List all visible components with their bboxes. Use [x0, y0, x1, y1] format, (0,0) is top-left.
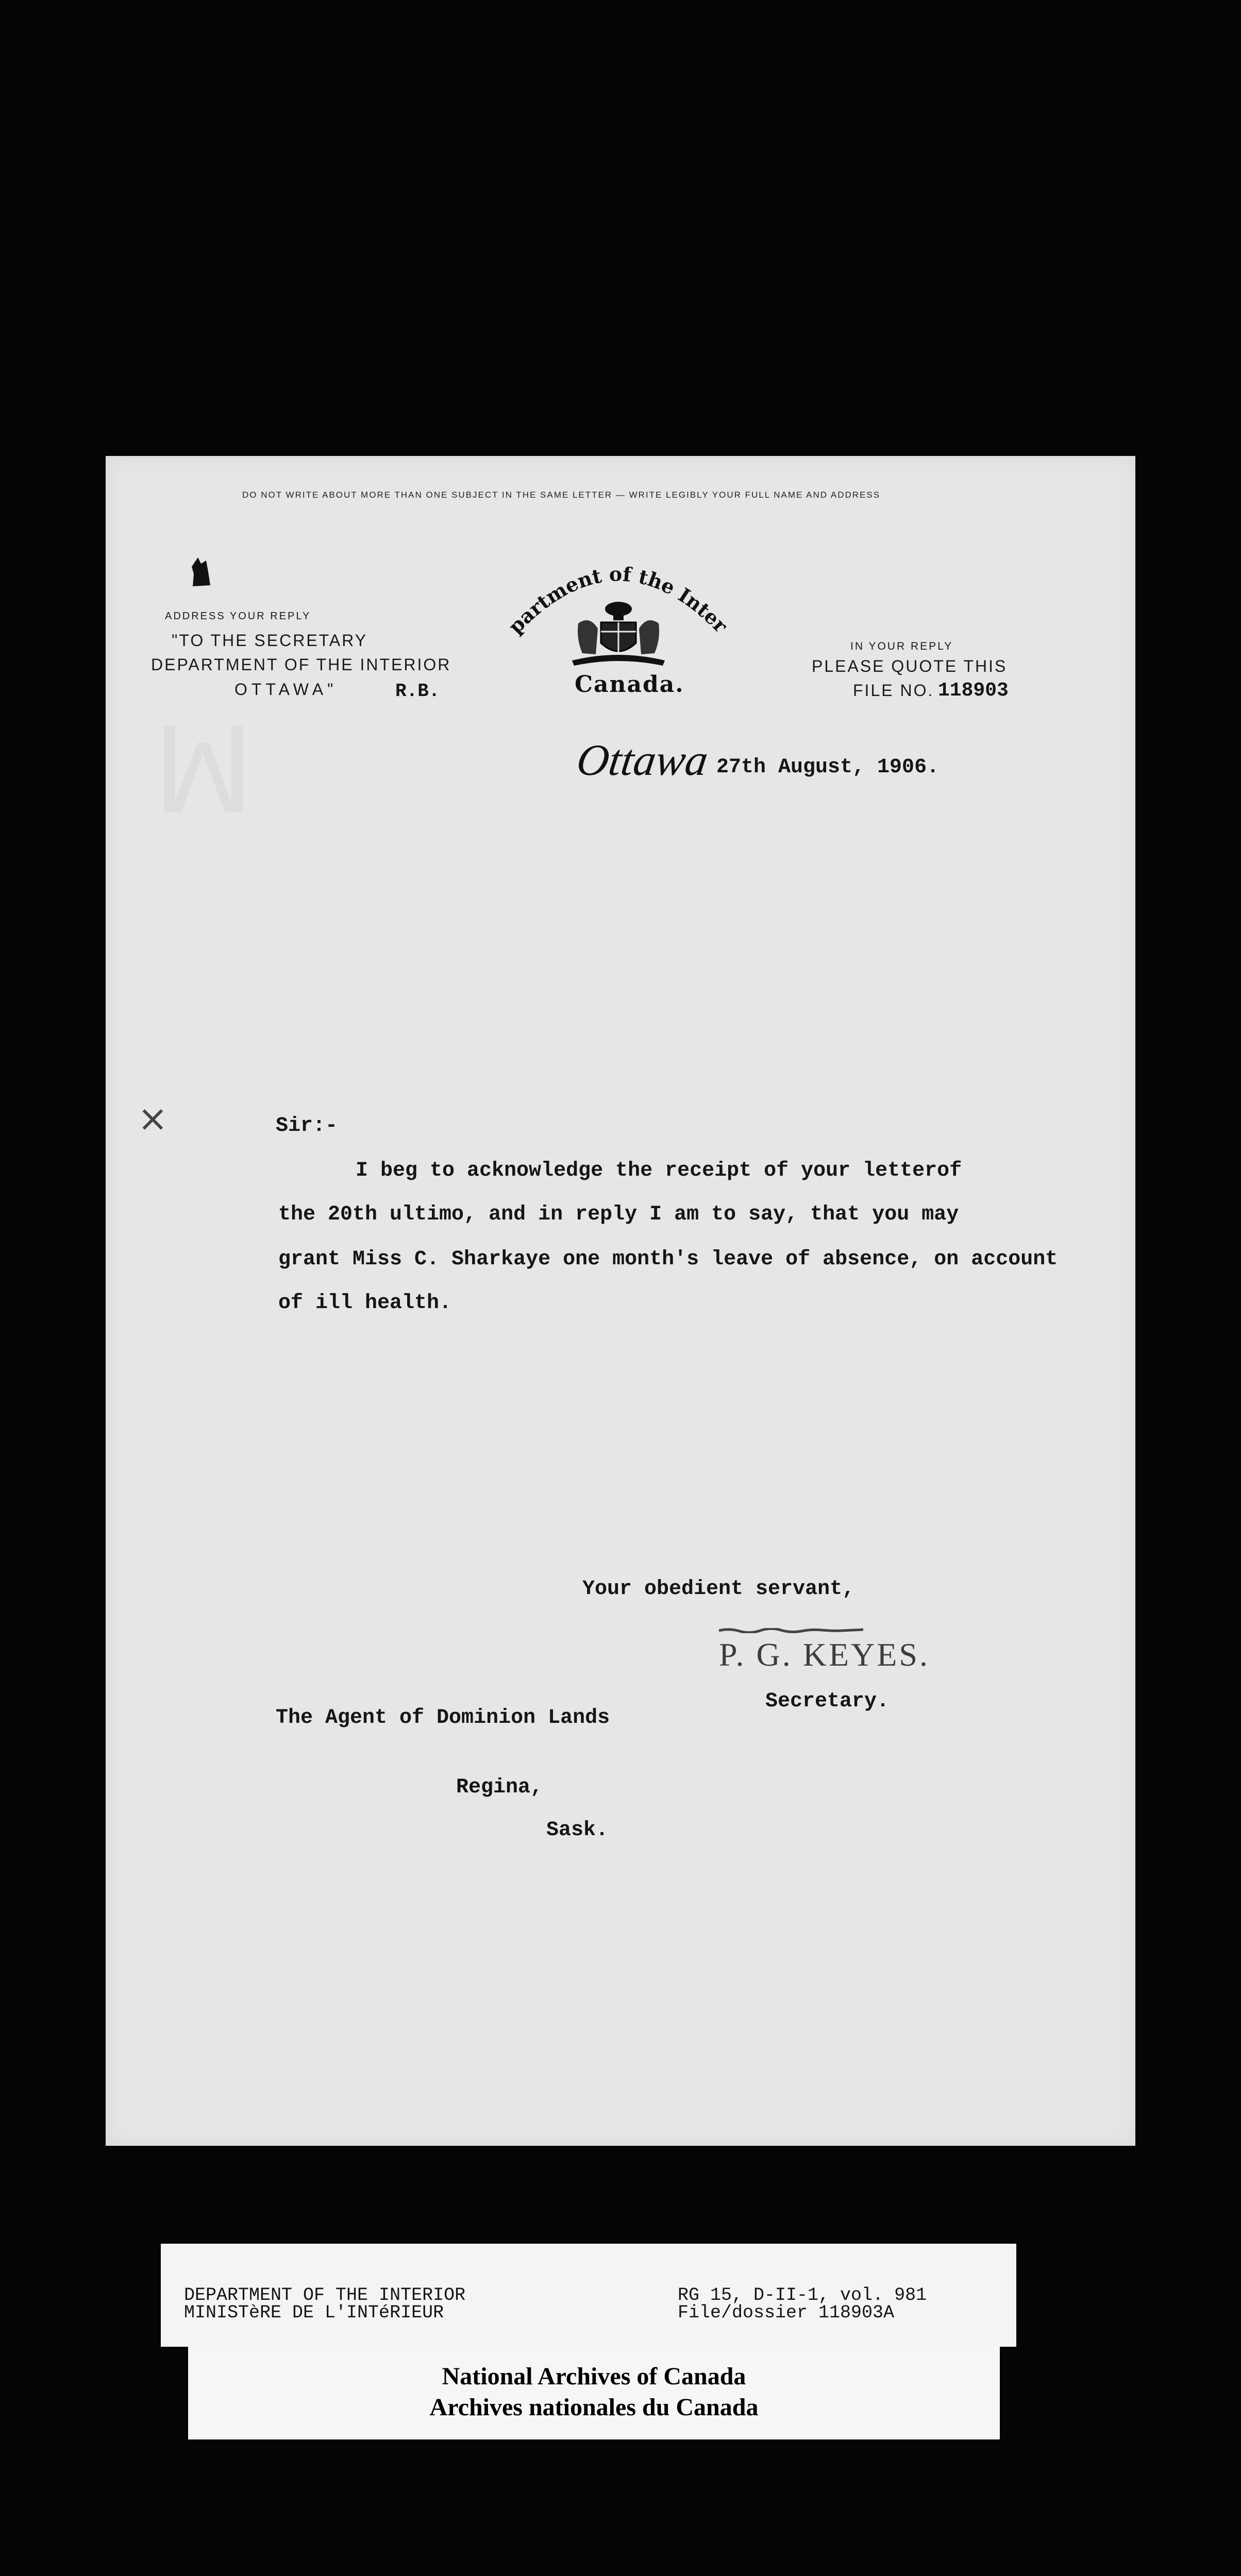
- initials-rb: R.B.: [395, 681, 440, 702]
- coat-of-arms-icon: [572, 602, 665, 666]
- archive-reference: RG 15, D-II-1, vol. 981: [678, 2285, 927, 2306]
- dept-en: DEPARTMENT OF THE INTERIOR: [184, 2285, 466, 2306]
- signature-scribble: [719, 1626, 863, 1632]
- signatory-title: Secretary.: [765, 1690, 890, 1713]
- archive-file: File/dossier 118903A: [678, 2302, 895, 2323]
- recipient-line-2: Regina,: [456, 1776, 543, 1799]
- address-reply-line-1: ADDRESS YOUR REPLY: [165, 611, 311, 622]
- address-reply-line-4: OTTAWA": [234, 680, 338, 699]
- recipient-line-1: The Agent of Dominion Lands: [276, 1706, 610, 1730]
- department-arc-text: artment of the Inte: [514, 562, 725, 630]
- archive-reference-label: [161, 2244, 1016, 2347]
- address-reply-line-2: "TO THE SECRETARY: [172, 631, 368, 650]
- credit-line-en: National Archives of Canada: [442, 2363, 746, 2390]
- salutation: Sir:-: [276, 1114, 338, 1138]
- margin-x-mark: ×: [138, 1097, 168, 1140]
- body-line-2: the 20th ultimo, and in reply I am to say, that you may: [278, 1203, 959, 1226]
- credit-line-fr: Archives nationales du Canada: [429, 2394, 759, 2421]
- letter-date: 27th August, 1906.: [716, 756, 940, 779]
- signature-stamp: P. G. KEYES.: [719, 1636, 930, 1673]
- top-instruction-note: DO NOT WRITE ABOUT MORE THAN ONE SUBJECT IN THE SAME LETTER — WRITE LEGIBLY YOUR FULL NAME AND ADDRESS: [242, 490, 881, 500]
- in-your-reply-label: IN YOUR REPLY: [850, 640, 953, 652]
- body-line-1: I beg to acknowledge the receipt of your letterof: [356, 1159, 962, 1182]
- closing: Your obedient servant,: [582, 1578, 855, 1601]
- bleed-through-shadow: [152, 703, 254, 841]
- body-line-4: of ill health.: [278, 1292, 452, 1315]
- place-ottawa: Ottawa: [574, 735, 712, 785]
- please-quote-label: PLEASE QUOTE THIS: [812, 657, 1008, 675]
- country-name: Canada.: [575, 671, 684, 698]
- file-number: 118903: [938, 680, 1009, 702]
- file-no-label: FILE NO.: [853, 681, 934, 700]
- maple-leaf-icon: [191, 556, 211, 588]
- body-line-3: grant Miss C. Sharkaye one month's leave of absence, on account: [278, 1248, 1058, 1271]
- archive-credit-label: [188, 2347, 1000, 2439]
- address-reply-line-3: DEPARTMENT OF THE INTERIOR: [151, 655, 451, 674]
- dept-fr: MINISTèRE DE L'INTéRIEUR: [184, 2302, 444, 2323]
- letter-page: [106, 456, 1135, 2146]
- recipient-line-3: Sask.: [546, 1819, 609, 1842]
